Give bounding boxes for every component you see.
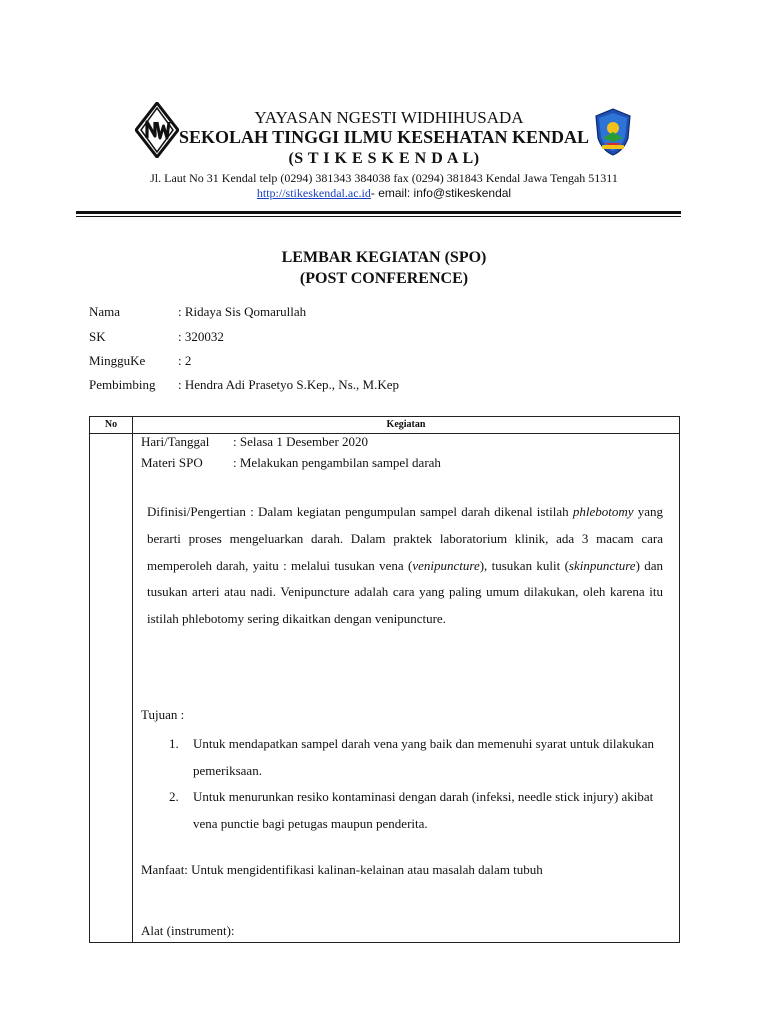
info-label: SK [89,329,106,344]
definition-text: yang berarti proses mengeluarkan darah. Dalam praktek laboratorium klinik, ada 3 macam cara memperoleh darah, yaitu : melalui tusukan vena ( [147,504,663,573]
document-subtitle: (POST CONFERENCE) [299,270,469,287]
foundation-name: YAYASAN NGESTI WIDHIHUSADA [254,108,524,127]
list-item: Untuk mendapatkan sampel darah vena yang baik dan memenuhi syarat untuk dilakukan pemeriksaan. [193,736,654,778]
letterhead-divider-thick [76,211,681,214]
info-label: Nama [89,304,121,319]
column-header-kegiatan: Kegiatan [386,419,426,430]
definition-text: ), tusukan kulit ( [479,557,569,573]
info-value: : 320032 [178,329,224,344]
list-number: 2. [169,789,179,804]
document-title: LEMBAR KEGIATAN (SPO) [281,249,487,266]
letterhead-divider-thin [76,216,681,217]
definition-term: phlebotomy [572,504,634,519]
email-text: - email: info@stikeskendal [370,186,512,200]
table-column-divider [132,417,133,942]
school-address: Jl. Laut No 31 Kendal telp (0294) 381343 384038 fax (0294) 381843 Kendal Jawa Tengah 51311 [150,171,618,185]
contact-line [0,186,768,201]
definition-paragraph [147,499,663,633]
materi-label: Materi SPO [141,455,203,470]
definition-text: ) dan tusukan arteri atau nadi. Venipuncture adalah cara yang paling umum dilakukan, oleh karena itu istilah phlebotomy sering dikaitkan dengan venipuncture. [147,557,664,627]
tujuan-label: Tujuan : [141,707,185,722]
definition-term: venipuncture [412,557,480,573]
list-item: Untuk menurunkan resiko kontaminasi dengan darah (infeksi, needle stick injury) akibat vena punctie bagi petugas maupun penderita. [193,789,654,831]
hari-value: : Selasa 1 Desember 2020 [233,434,369,449]
list-number: 1. [169,736,179,751]
info-value: : Hendra Adi Prasetyo S.Kep., Ns., M.Kep [178,377,399,392]
website-link[interactable]: http://stikeskendal.ac.id [256,186,371,200]
info-label: Pembimbing [89,377,156,392]
column-header-no: No [104,419,118,430]
info-value: : Ridaya Sis Qomarullah [178,304,307,319]
school-abbreviation: (S T I K E S K E N D A L) [288,150,480,167]
manfaat-text: Manfaat: Untuk mengidentifikasi kalinan-kelainan atau masalah dalam tubuh [141,862,543,877]
materi-value: : Melakukan pengambilan sampel darah [233,455,441,470]
definition-term: skinpuncture [568,557,636,573]
alat-label: Alat (instrument): [141,923,235,938]
school-name: SEKOLAH TINGGI ILMU KESEHATAN KENDAL [178,127,590,147]
info-label: MingguKe [89,353,146,368]
hari-label: Hari/Tanggal [141,434,210,449]
definition-text: Difinisi/Pengertian : Dalam kegiatan pengumpulan sampel darah dikenal istilah [147,504,573,519]
info-value: : 2 [178,353,192,368]
